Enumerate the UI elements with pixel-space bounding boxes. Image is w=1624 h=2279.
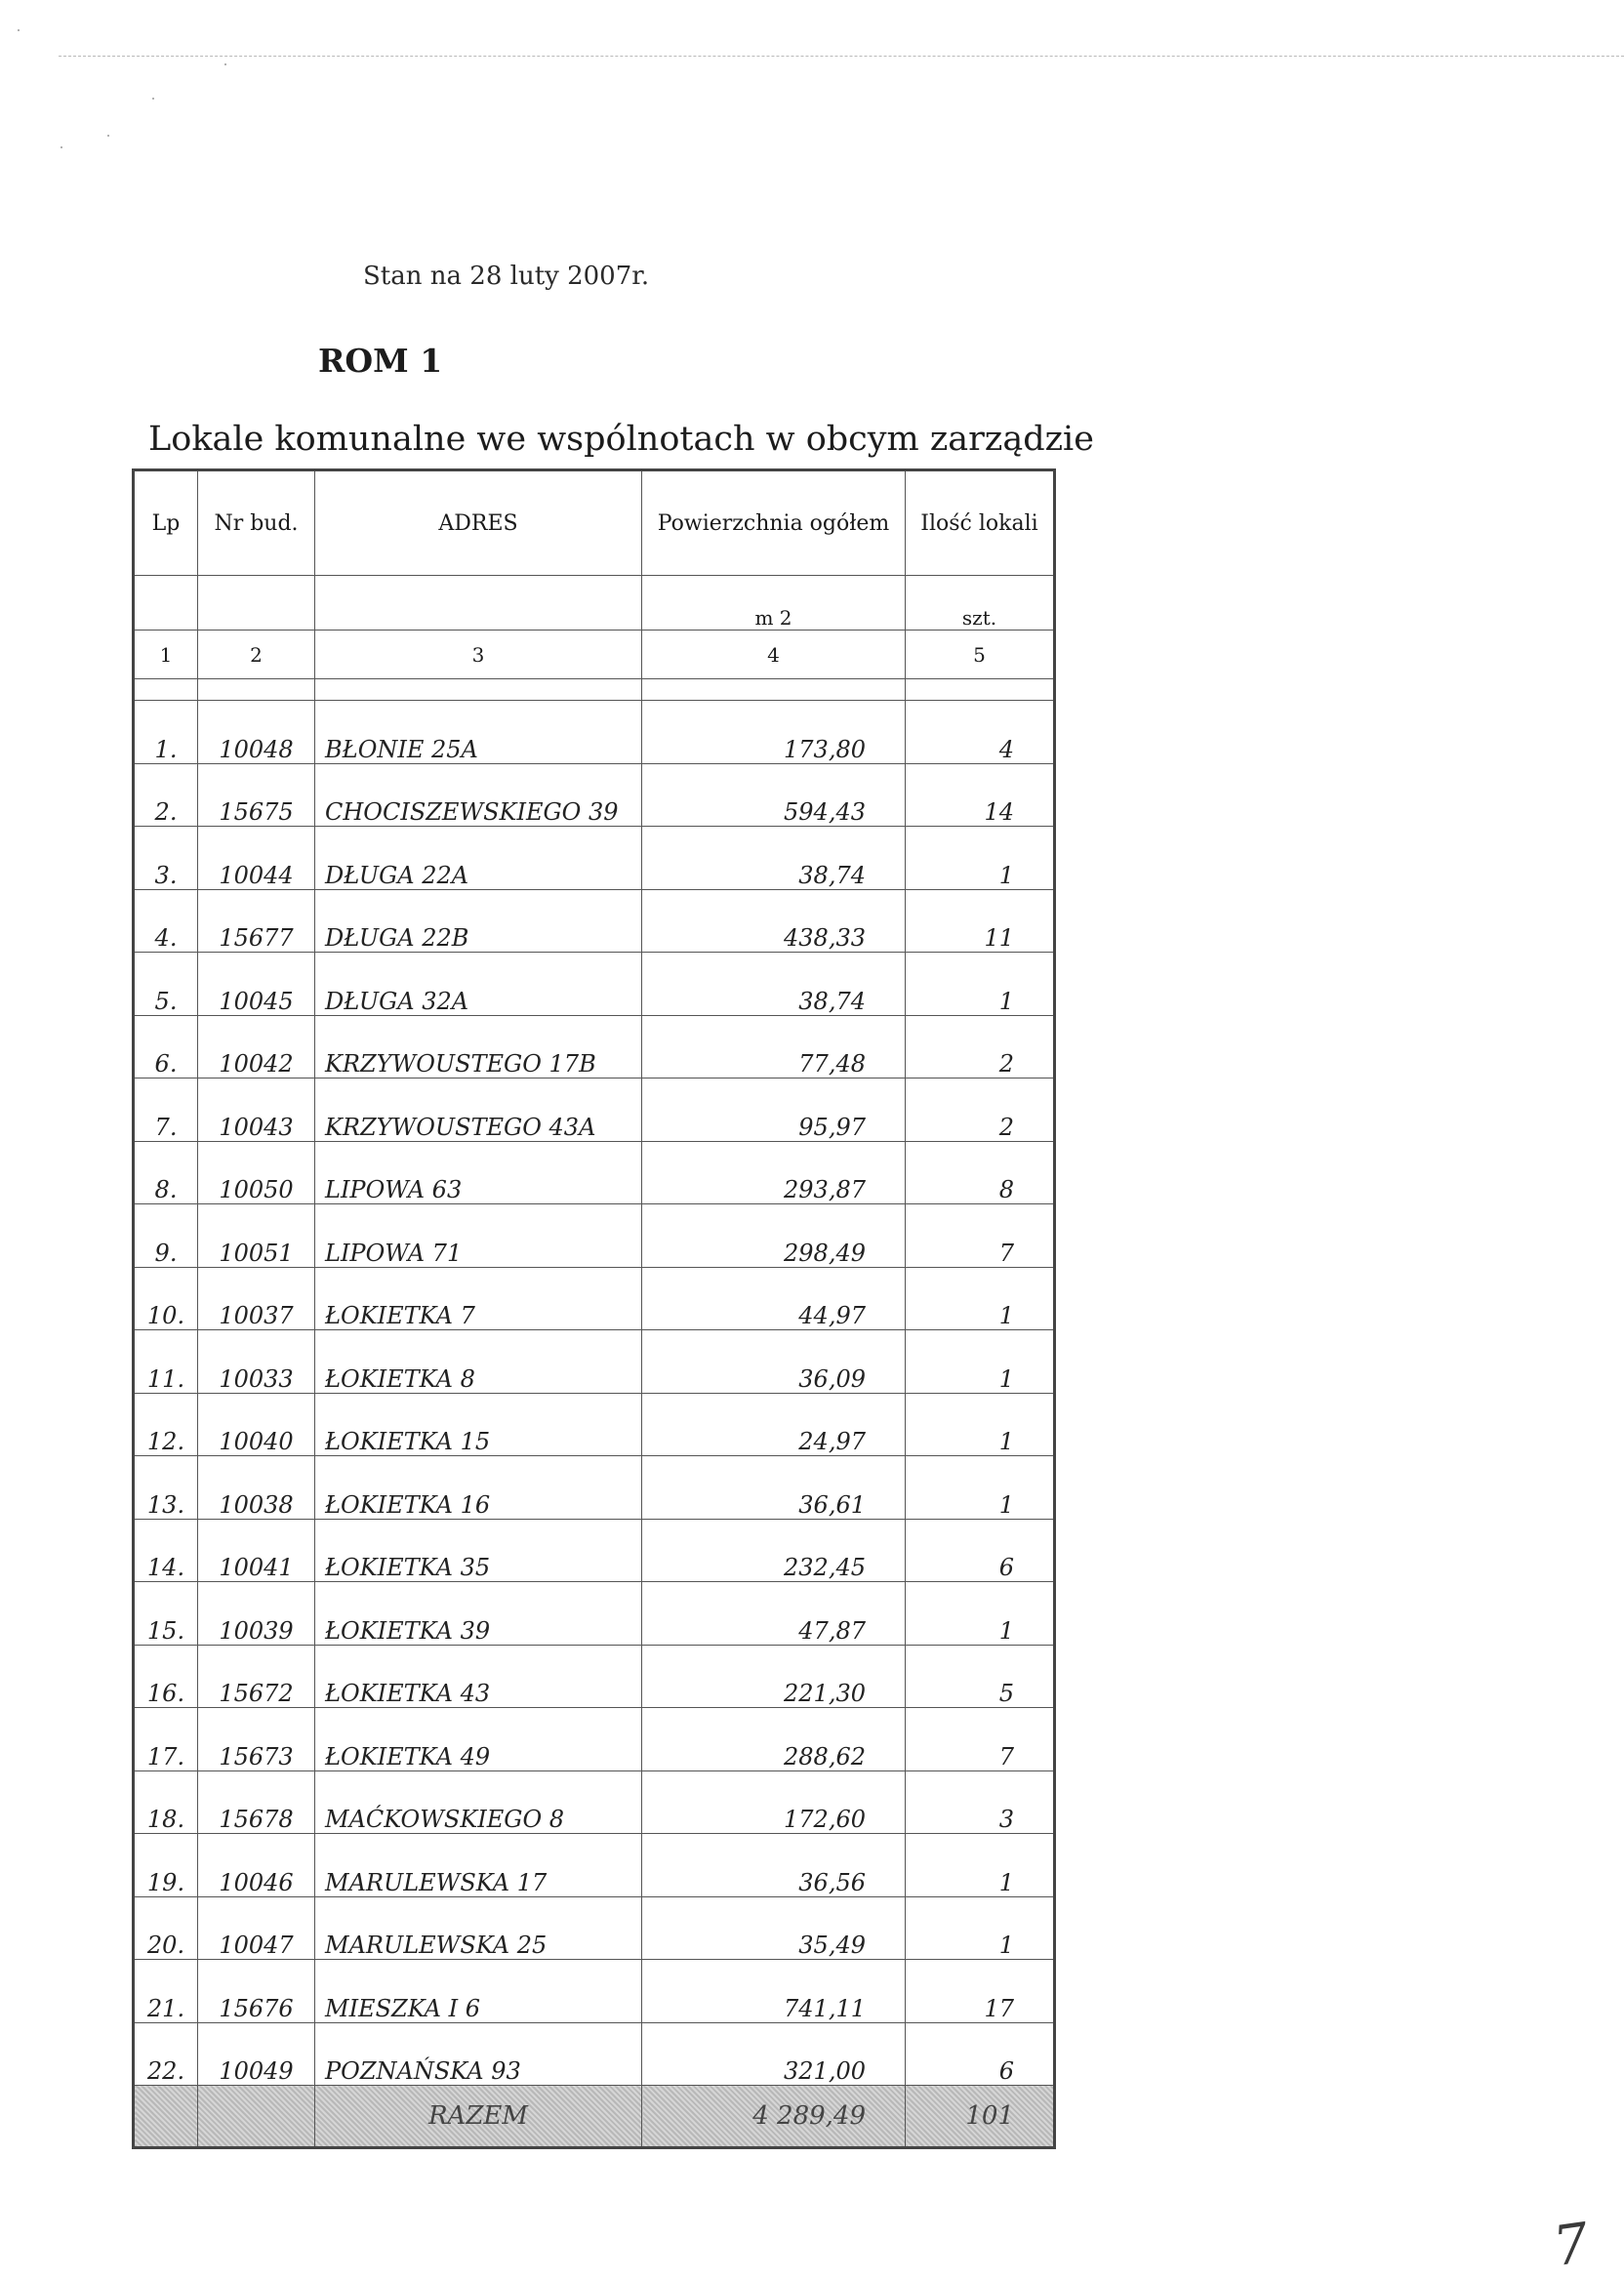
cell-address: BŁONIE 25A <box>315 701 642 764</box>
column-number-row <box>134 631 1055 679</box>
cell-area: 594,43 <box>642 763 906 827</box>
cell-address: DŁUGA 32A <box>315 953 642 1016</box>
cell-area: 38,74 <box>642 953 906 1016</box>
cell-building-no: 10048 <box>198 701 315 764</box>
table-row <box>134 1078 1055 1142</box>
cell-building-no: 10050 <box>198 1141 315 1204</box>
table-row <box>134 1015 1055 1078</box>
table-row <box>134 953 1055 1016</box>
cell-address: CHOCISZEWSKIEGO 39 <box>315 763 642 827</box>
cell-unit-count: 1 <box>906 953 1055 1016</box>
cell-lp: 11. <box>134 1330 198 1394</box>
unit-lp <box>134 576 198 631</box>
total-label: RAZEM <box>315 2086 642 2148</box>
total-unit-count: 101 <box>906 2086 1055 2148</box>
table-row <box>134 1267 1055 1330</box>
column-header-address: ADRES <box>315 470 642 576</box>
cell-unit-count: 1 <box>906 1834 1055 1897</box>
cell-unit-count: 11 <box>906 889 1055 953</box>
premises-table <box>132 468 1056 2149</box>
table-row <box>134 701 1055 764</box>
cell-lp: 6. <box>134 1015 198 1078</box>
column-header-area: Powierzchnia ogółem <box>642 470 906 576</box>
cell-address: MIESZKA I 6 <box>315 1960 642 2023</box>
scan-speck <box>61 146 62 148</box>
cell-area: 36,09 <box>642 1330 906 1394</box>
cell-building-no: 10033 <box>198 1330 315 1394</box>
cell-building-no: 10047 <box>198 1896 315 1960</box>
cell-area: 288,62 <box>642 1708 906 1771</box>
table-row <box>134 1456 1055 1520</box>
cell-address: ŁOKIETKA 8 <box>315 1330 642 1394</box>
cell-area: 35,49 <box>642 1896 906 1960</box>
table-row <box>134 889 1055 953</box>
total-empty-cell <box>134 2086 198 2148</box>
cell-building-no: 15678 <box>198 1770 315 1834</box>
cell-address: ŁOKIETKA 35 <box>315 1519 642 1582</box>
spacer-cell <box>642 679 906 701</box>
cell-lp: 14. <box>134 1519 198 1582</box>
cell-unit-count: 14 <box>906 763 1055 827</box>
cell-lp: 22. <box>134 2022 198 2086</box>
spacer-cell <box>315 679 642 701</box>
spacer-row <box>134 679 1055 701</box>
cell-address: KRZYWOUSTEGO 17B <box>315 1015 642 1078</box>
table-row <box>134 1330 1055 1394</box>
spacer-cell <box>906 679 1055 701</box>
cell-building-no: 10042 <box>198 1015 315 1078</box>
cell-area: 47,87 <box>642 1582 906 1646</box>
cell-lp: 13. <box>134 1456 198 1520</box>
column-number: 4 <box>642 631 906 679</box>
cell-lp: 15. <box>134 1582 198 1646</box>
column-number: 3 <box>315 631 642 679</box>
unit-building-no <box>198 576 315 631</box>
cell-address: ŁOKIETKA 39 <box>315 1582 642 1646</box>
cell-area: 77,48 <box>642 1015 906 1078</box>
table-row <box>134 1834 1055 1897</box>
cell-address: ŁOKIETKA 7 <box>315 1267 642 1330</box>
document-code: ROM 1 <box>318 342 443 380</box>
cell-unit-count: 2 <box>906 1015 1055 1078</box>
cell-address: MAĆKOWSKIEGO 8 <box>315 1770 642 1834</box>
cell-lp: 2. <box>134 763 198 827</box>
cell-unit-count: 2 <box>906 1078 1055 1142</box>
cell-lp: 8. <box>134 1141 198 1204</box>
cell-building-no: 10046 <box>198 1834 315 1897</box>
cell-lp: 4. <box>134 889 198 953</box>
cell-address: ŁOKIETKA 49 <box>315 1708 642 1771</box>
column-header-building-no: Nr bud. <box>198 470 315 576</box>
cell-area: 298,49 <box>642 1204 906 1268</box>
table-row <box>134 1393 1055 1456</box>
cell-unit-count: 6 <box>906 1519 1055 1582</box>
status-date: Stan na 28 luty 2007r. <box>363 262 650 291</box>
total-row <box>134 2086 1055 2148</box>
table-row <box>134 2022 1055 2086</box>
cell-lp: 20. <box>134 1896 198 1960</box>
cell-lp: 1. <box>134 701 198 764</box>
cell-lp: 17. <box>134 1708 198 1771</box>
cell-area: 24,97 <box>642 1393 906 1456</box>
table-row <box>134 1960 1055 2023</box>
cell-area: 36,56 <box>642 1834 906 1897</box>
cell-lp: 5. <box>134 953 198 1016</box>
cell-unit-count: 17 <box>906 1960 1055 2023</box>
cell-area: 44,97 <box>642 1267 906 1330</box>
cell-area: 741,11 <box>642 1960 906 2023</box>
cell-building-no: 10041 <box>198 1519 315 1582</box>
column-header-lp: Lp <box>134 470 198 576</box>
cell-lp: 18. <box>134 1770 198 1834</box>
cell-unit-count: 1 <box>906 1896 1055 1960</box>
cell-address: KRZYWOUSTEGO 43A <box>315 1078 642 1142</box>
cell-area: 173,80 <box>642 701 906 764</box>
unit-area: m 2 <box>642 576 906 631</box>
cell-lp: 7. <box>134 1078 198 1142</box>
cell-unit-count: 1 <box>906 1456 1055 1520</box>
cell-area: 95,97 <box>642 1078 906 1142</box>
document-title: Lokale komunalne we wspólnotach w obcym zarządzie <box>148 420 1094 459</box>
units-row <box>134 576 1055 631</box>
total-area: 4 289,49 <box>642 2086 906 2148</box>
cell-unit-count: 1 <box>906 1582 1055 1646</box>
cell-unit-count: 4 <box>906 701 1055 764</box>
cell-address: DŁUGA 22B <box>315 889 642 953</box>
table-row <box>134 1141 1055 1204</box>
cell-lp: 9. <box>134 1204 198 1268</box>
spacer-cell <box>134 679 198 701</box>
column-number: 5 <box>906 631 1055 679</box>
cell-lp: 21. <box>134 1960 198 2023</box>
cell-address: ŁOKIETKA 43 <box>315 1645 642 1708</box>
cell-lp: 16. <box>134 1645 198 1708</box>
table-row <box>134 1708 1055 1771</box>
cell-area: 38,74 <box>642 827 906 890</box>
cell-building-no: 15676 <box>198 1960 315 2023</box>
cell-lp: 3. <box>134 827 198 890</box>
cell-unit-count: 1 <box>906 1393 1055 1456</box>
cell-building-no: 10051 <box>198 1204 315 1268</box>
cell-address: MARULEWSKA 25 <box>315 1896 642 1960</box>
cell-building-no: 15673 <box>198 1708 315 1771</box>
cell-unit-count: 7 <box>906 1204 1055 1268</box>
cell-lp: 10. <box>134 1267 198 1330</box>
scan-speck <box>18 29 20 31</box>
column-number: 2 <box>198 631 315 679</box>
table-row <box>134 1896 1055 1960</box>
cell-building-no: 10049 <box>198 2022 315 2086</box>
header-row <box>134 470 1055 576</box>
table-row <box>134 1519 1055 1582</box>
cell-building-no: 10043 <box>198 1078 315 1142</box>
cell-building-no: 10040 <box>198 1393 315 1456</box>
cell-address: LIPOWA 71 <box>315 1204 642 1268</box>
cell-lp: 19. <box>134 1834 198 1897</box>
cell-unit-count: 3 <box>906 1770 1055 1834</box>
column-header-unit-count: Ilość lokali <box>906 470 1055 576</box>
spacer-cell <box>198 679 315 701</box>
table-row <box>134 1582 1055 1646</box>
cell-building-no: 15675 <box>198 763 315 827</box>
scan-speck <box>224 63 226 65</box>
scan-speck <box>107 135 109 137</box>
unit-address <box>315 576 642 631</box>
cell-address: ŁOKIETKA 16 <box>315 1456 642 1520</box>
cell-area: 438,33 <box>642 889 906 953</box>
cell-unit-count: 1 <box>906 1267 1055 1330</box>
cell-area: 36,61 <box>642 1456 906 1520</box>
handwritten-page-number: 7 <box>1549 2211 1593 2279</box>
cell-address: ŁOKIETKA 15 <box>315 1393 642 1456</box>
cell-address: POZNAŃSKA 93 <box>315 2022 642 2086</box>
cell-building-no: 15677 <box>198 889 315 953</box>
cell-address: LIPOWA 63 <box>315 1141 642 1204</box>
cell-lp: 12. <box>134 1393 198 1456</box>
cell-building-no: 10039 <box>198 1582 315 1646</box>
cell-unit-count: 5 <box>906 1645 1055 1708</box>
cell-area: 293,87 <box>642 1141 906 1204</box>
scan-speck <box>152 98 154 100</box>
cell-area: 232,45 <box>642 1519 906 1582</box>
cell-unit-count: 1 <box>906 827 1055 890</box>
cell-unit-count: 7 <box>906 1708 1055 1771</box>
cell-address: MARULEWSKA 17 <box>315 1834 642 1897</box>
table-row <box>134 1770 1055 1834</box>
cell-building-no: 10044 <box>198 827 315 890</box>
cell-unit-count: 1 <box>906 1330 1055 1394</box>
cell-building-no: 10037 <box>198 1267 315 1330</box>
total-empty-cell <box>198 2086 315 2148</box>
table-row <box>134 827 1055 890</box>
column-number: 1 <box>134 631 198 679</box>
table-row <box>134 1645 1055 1708</box>
cell-area: 321,00 <box>642 2022 906 2086</box>
cell-building-no: 15672 <box>198 1645 315 1708</box>
cell-unit-count: 8 <box>906 1141 1055 1204</box>
cell-unit-count: 6 <box>906 2022 1055 2086</box>
table-row <box>134 763 1055 827</box>
cell-address: DŁUGA 22A <box>315 827 642 890</box>
scan-edge-line <box>59 56 1624 57</box>
cell-area: 172,60 <box>642 1770 906 1834</box>
cell-building-no: 10045 <box>198 953 315 1016</box>
table-row <box>134 1204 1055 1268</box>
cell-building-no: 10038 <box>198 1456 315 1520</box>
unit-count: szt. <box>906 576 1055 631</box>
cell-area: 221,30 <box>642 1645 906 1708</box>
